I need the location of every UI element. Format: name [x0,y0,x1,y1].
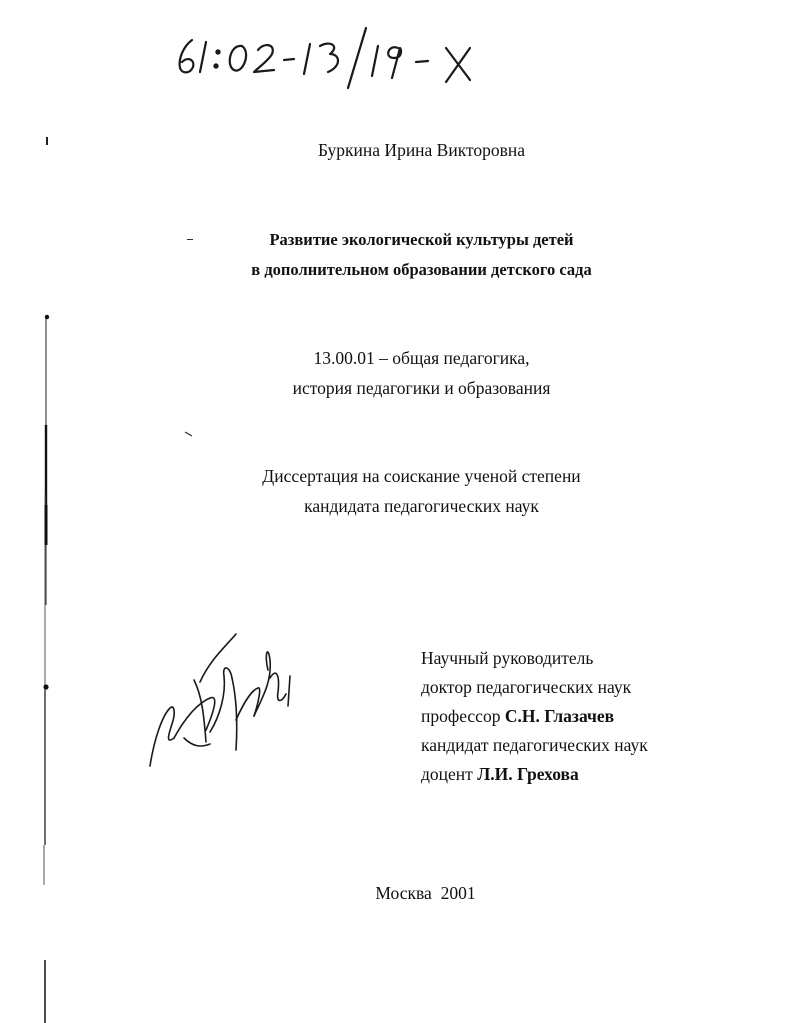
specialty-line-2: история педагогики и образования [292,378,551,398]
supervisor-title-1-prefix: профессор [421,706,501,726]
supervisor-name-1: С.Н. Глазачев [504,706,615,726]
supervisor-role: Научный руководитель [421,648,594,668]
handwritten-archive-code [170,22,510,92]
supervisor-degree-1: доктор педагогических наук [421,677,632,697]
dissertation-title-line-1: Развитие экологической культуры детей [269,230,574,249]
dissertation-title-line-2: в дополнительном образовании детского сада [251,260,592,279]
city-year [30,882,791,904]
supervisor-name-2: Л.И. Грехова [477,764,579,784]
supervisor-degree-2: кандидат педагогических наук [421,735,648,755]
city: Москва [375,883,432,903]
scan-tick-mark [184,430,194,440]
supervisor-title-1 [421,702,648,731]
specialty-line-1: 13.00.01 – общая педагогика, [313,348,530,368]
year: 2001 [440,883,476,903]
degree-line-2: кандидата педагогических наук [304,496,539,516]
degree-line-1: Диссертация на соискание ученой степени [262,466,581,486]
supervisor-block [421,644,648,789]
supervisor-title-2-prefix: доцент [421,764,473,784]
author-name: Буркина Ирина Викторовна [317,140,526,160]
handwritten-signature [140,620,310,780]
supervisor-title-2 [421,760,648,789]
